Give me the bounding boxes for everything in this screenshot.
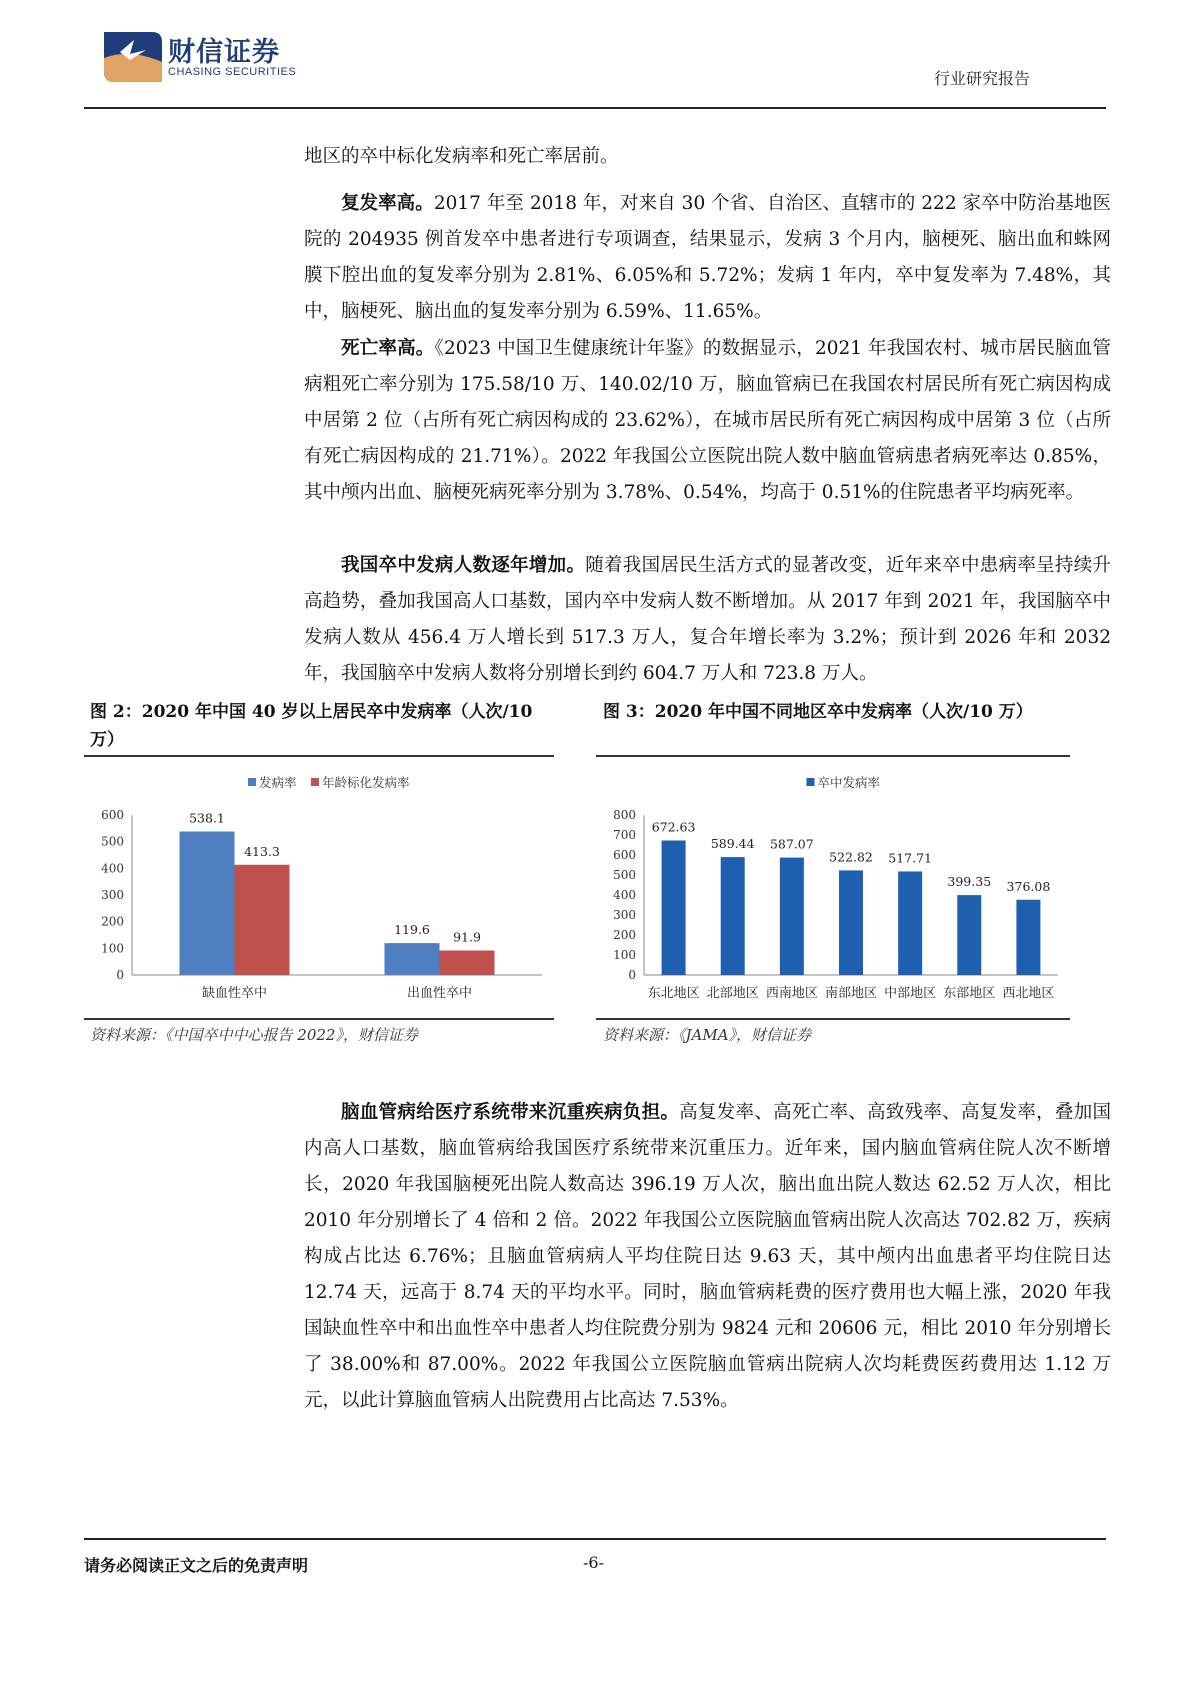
bar-value-label: 119.6 — [394, 922, 430, 938]
bar — [180, 832, 235, 975]
logo-emblem-icon — [100, 28, 166, 86]
paragraph-heading: 复发率高。 — [341, 193, 434, 214]
bar — [235, 865, 290, 975]
y-tick-label: 0 — [116, 968, 124, 982]
y-tick-label: 600 — [613, 848, 636, 862]
figure-2-source: 资料来源：《中国卒中中心报告 2022》，财信证券 — [90, 1026, 418, 1044]
bar-value-label: 522.82 — [829, 849, 873, 865]
bar-value-label: 672.63 — [651, 819, 696, 835]
header-divider — [84, 107, 1106, 109]
figure-3-bottom-rule — [596, 1018, 1070, 1020]
y-tick-label: 300 — [613, 908, 636, 922]
legend-swatch — [807, 778, 815, 786]
bar — [662, 840, 686, 975]
y-tick-label: 200 — [613, 928, 636, 942]
bar — [440, 950, 495, 975]
y-tick-label: 700 — [613, 828, 636, 842]
paragraph-text: 随着我国居民生活方式的显著改变，近年来卒中患病率呈持续升高趋势，叠加我国高人口基数，国内卒中发病人数不断增加。从 2017 年到 2021 年，我国脑卒中发病人数从 456.4 万人增长到 517.3 万人，复合年增长率为 3.2%；预计到 2026 年和 2032 年，我国脑卒中发病人数将分别增长到约 604.7 万人和 723.8 万人。 — [304, 555, 1111, 684]
paragraph-heading: 死亡率高。 — [341, 338, 435, 359]
bar-value-label: 91.9 — [453, 929, 481, 945]
paragraph-text: 2017 年至 2018 年，对来自 30 个省、自治区、直辖市的 222 家卒中防治基地医院的 204935 例首发卒中患者进行专项调查，结果显示，发病 3 个月内，脑梗死、脑出血和蛛网膜下腔出血的复发率分别为 2.81%、6.05%和 5.72%；发病 1 年内，卒中复发率为 7.48%，其中，脑梗死、脑出血的复发率分别为 6.59%、11.65%。 — [304, 193, 1111, 322]
paragraph-recurrence — [304, 186, 1111, 330]
figure-2-bottom-rule — [84, 1018, 554, 1020]
x-category-label: 东北地区 — [647, 986, 700, 1001]
y-tick-label: 600 — [101, 808, 124, 822]
paragraph-0: 地区的卒中标化发病率和死亡率居前。 — [304, 146, 619, 167]
bar — [898, 871, 922, 975]
paragraph-text: 高复发率、高死亡率、高致残率、高复发率，叠加国内高人口基数，脑血管病给我国医疗系统带来沉重压力。近年来，国内脑血管病住院人次不断增长，2020 年我国脑梗死出院人数高达 396.19 万人次，脑出血出院人数达 62.52 万人次，相比 2010 年分别增长了 4 倍和 2 倍。2022 年我国公立医院脑血管病出院人次高达 702.82 万，疾病构成占比达 6.76%；且脑血管病病人平均住院日达 9.63 天，其中颅内出血患者平均住院日达 12.74 天，远高于 8.74 天的平均水平。同时，脑血管病耗费的医疗费用也大幅上涨，2020 年我国缺血性卒中和出血性卒中患者人均住院费分别为 9824 元和 20606 元，相比 2010 年分别增长了 38.00%和 87.00%。2022 年我国公立医院脑血管病出院病人次均耗费医药费用达 1.12 万元，以此计算脑血管病人出院费用占比高达 7.53%。 — [304, 1102, 1111, 1411]
logo-english-name: CHASING SECURITIES — [168, 66, 297, 78]
y-tick-label: 500 — [613, 868, 636, 882]
company-logo — [100, 28, 300, 88]
y-tick-label: 400 — [613, 888, 636, 902]
y-tick-label: 400 — [101, 861, 124, 876]
y-tick-label: 500 — [101, 834, 124, 849]
figure-2-top-rule — [84, 755, 554, 757]
bar — [839, 870, 863, 975]
bar — [721, 857, 745, 975]
bar — [957, 895, 981, 975]
bar-value-label: 587.07 — [769, 836, 814, 852]
paragraph-burden — [304, 1095, 1111, 1419]
figure-3-source: 资料来源：《JAMA》，财信证券 — [603, 1026, 812, 1044]
bar-value-label: 538.1 — [189, 810, 225, 826]
report-type: 行业研究报告 — [933, 69, 1030, 88]
bar — [1016, 900, 1040, 975]
bar-value-label: 589.44 — [710, 836, 755, 852]
bar-value-label: 517.71 — [888, 850, 933, 866]
figure-3-top-rule — [596, 755, 1070, 757]
figure-2-chart — [84, 760, 554, 1020]
bar-value-label: 399.35 — [947, 874, 992, 890]
x-category-label: 南部地区 — [824, 986, 878, 1001]
figure-2-title: 图 2：2020 年中国 40 岁以上居民卒中发病率（人次/10 万） — [90, 702, 533, 750]
y-tick-label: 100 — [101, 941, 124, 956]
x-category-label: 中部地区 — [884, 986, 937, 1001]
paragraph-mortality — [304, 331, 1111, 511]
disclaimer-note: 请务必阅读正文之后的免责声明 — [84, 1556, 309, 1575]
x-category-label: 缺血性卒中 — [201, 986, 268, 1001]
legend-label: 年龄标化发病率 — [322, 775, 410, 790]
bar-value-label: 413.3 — [244, 843, 280, 859]
y-tick-label: 100 — [613, 948, 636, 962]
y-tick-label: 800 — [613, 808, 636, 822]
paragraph-incidence — [304, 548, 1111, 692]
bar — [780, 858, 804, 975]
x-category-label: 出血性卒中 — [406, 986, 473, 1001]
x-category-label: 北部地区 — [706, 986, 759, 1001]
y-tick-label: 300 — [101, 888, 124, 902]
legend-label: 发病率 — [259, 775, 297, 790]
logo-chinese-name: 财信证券 — [168, 37, 280, 68]
figure-3-title: 图 3：2020 年中国不同地区卒中发病率（人次/10 万） — [603, 702, 1033, 722]
y-tick-label: 200 — [101, 914, 124, 929]
x-category-label: 东部地区 — [943, 986, 996, 1001]
x-category-label: 西北地区 — [1002, 986, 1055, 1001]
x-category-label: 西南地区 — [765, 986, 818, 1001]
paragraph-text: 《2023 中国卫生健康统计年鉴》的数据显示，2021 年我国农村、城市居民脑血管病粗死亡率分别为 175.58/10 万、140.02/10 万，脑血管病已在我国农村居民所有死亡病因构成中居第 2 位（占所有死亡病因构成的 23.62%），在城市居民所有死亡病因构成中居第 3 位（占所有死亡病因构成的 21.71%）。2022 年我国公立医院出院人数中脑血管病患者病死率达 0.85%，其中颅内出血、脑梗死病死率分别为 3.78%、0.54%，均高于 0.51%的住院患者平均病死率。 — [304, 338, 1111, 503]
legend-label: 卒中发病率 — [817, 775, 881, 790]
y-tick-label: 0 — [628, 968, 636, 982]
bar-value-label: 376.08 — [1006, 878, 1051, 894]
legend-swatch — [311, 778, 319, 786]
bar — [385, 943, 440, 975]
legend-swatch — [248, 778, 256, 786]
paragraph-heading: 脑血管病给医疗系统带来沉重疾病负担。 — [341, 1102, 680, 1123]
figure-3-chart — [596, 760, 1070, 1020]
footer-divider — [84, 1538, 1106, 1540]
page-number: -6- — [583, 1553, 604, 1572]
paragraph-heading: 我国卒中发病人数逐年增加。 — [341, 555, 586, 576]
